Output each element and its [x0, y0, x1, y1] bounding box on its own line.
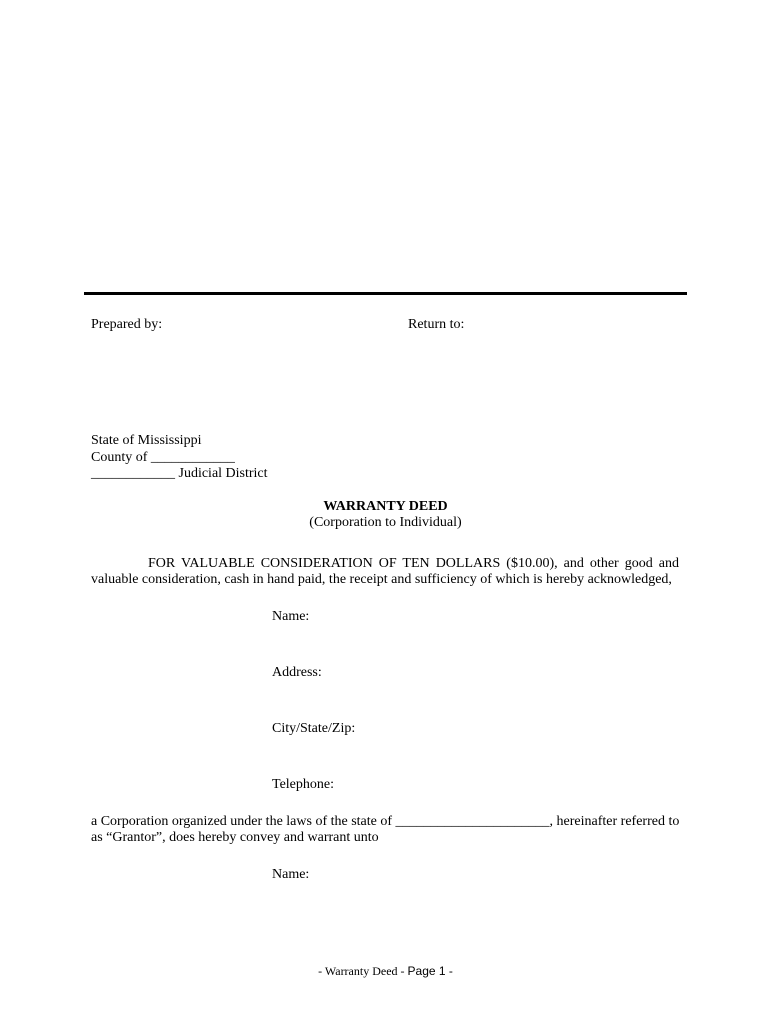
- consideration-line-1: FOR VALUABLE CONSIDERATION OF TEN DOLLARS ($10.00), and other good and: [148, 556, 679, 571]
- return-to-label: Return to:: [408, 317, 465, 332]
- page-footer: [84, 963, 687, 979]
- district-line: ____________ Judicial District: [91, 466, 268, 481]
- deed-subtitle: (Corporation to Individual): [309, 515, 462, 530]
- grantor-address-label: Address:: [272, 665, 322, 680]
- footer-page-number: Page 1 -: [407, 964, 453, 978]
- deed-title: WARRANTY DEED: [323, 499, 448, 514]
- consideration-line-2: valuable consideration, cash in hand paid, the receipt and sufficiency of which is hereby acknowledged,: [91, 572, 672, 587]
- corporation-line-2: as “Grantor”, does hereby convey and warrant unto: [91, 830, 379, 845]
- prepared-by-label: Prepared by:: [91, 317, 163, 332]
- state-line: State of Mississippi: [91, 433, 202, 448]
- grantor-telephone-label: Telephone:: [272, 777, 334, 792]
- header-rule: [84, 292, 687, 295]
- county-line: County of ____________: [91, 450, 235, 465]
- corporation-line-1: a Corporation organized under the laws of the state of ______________________, hereinafter referred to: [91, 814, 680, 829]
- footer-title: - Warranty Deed -: [318, 964, 408, 978]
- grantor-name-label: Name:: [272, 609, 310, 624]
- grantor-city-label: City/State/Zip:: [272, 721, 356, 736]
- grantee-name-label: Name:: [272, 867, 310, 882]
